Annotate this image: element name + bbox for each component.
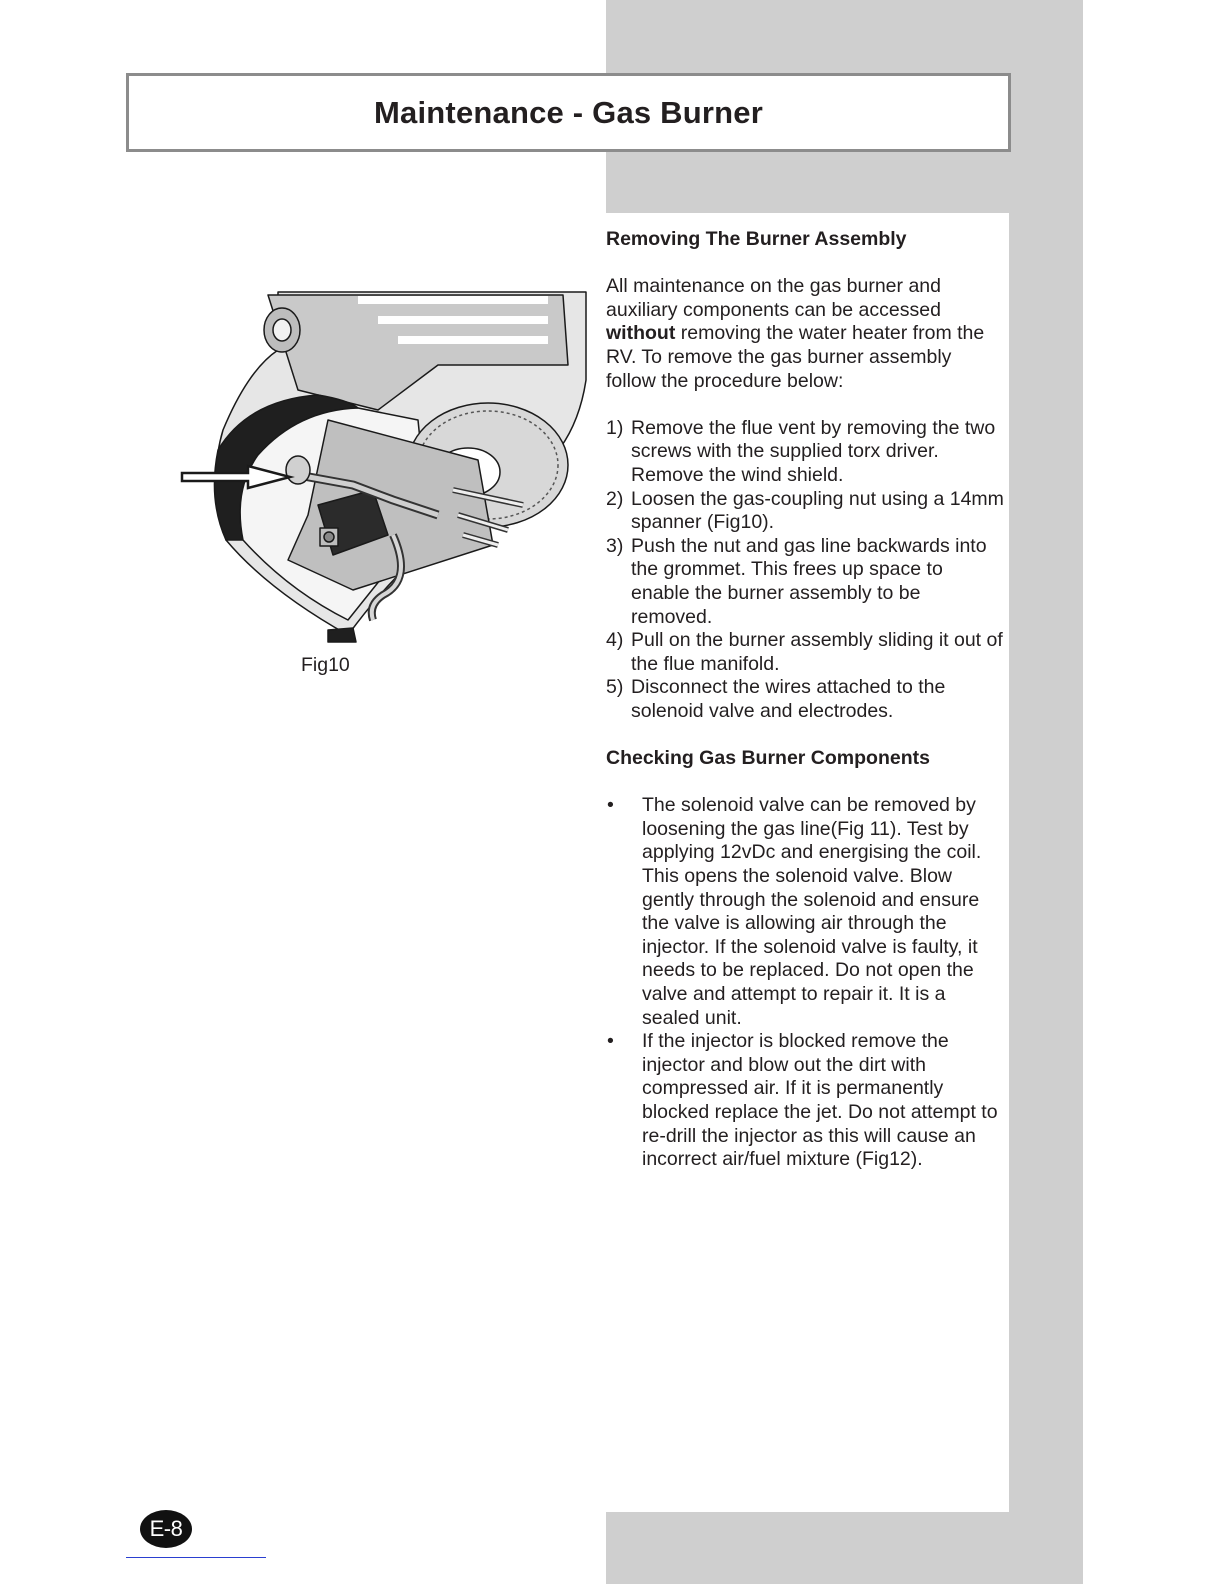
title-box xyxy=(126,73,1011,152)
bullet-icon: • xyxy=(607,794,614,817)
page-number-badge: E-8 xyxy=(140,1510,192,1548)
footer-divider xyxy=(126,1557,266,1558)
bullet-text: The solenoid valve can be removed by loosening the gas line(Fig 11). Test by applying 12vDc and energising the coil. This opens the solenoid valve. Blow gently through the solenoid and ensure the valve is allowing air through the injector. If the solenoid valve is faulty, it needs to be replaced. Do not open the valve and attempt to repair it. It is a sealed unit. xyxy=(642,794,982,1029)
step-text: Remove the flue vent by removing the two screws with the supplied torx driver. Remove the wind shield. xyxy=(631,416,996,486)
step-number: 5) xyxy=(606,676,624,699)
burner-assembly-illustration xyxy=(178,290,588,650)
step-text: Disconnect the wires attached to the solenoid valve and electrodes. xyxy=(631,676,946,722)
removal-steps-list xyxy=(606,417,1006,724)
intro-emphasis: without xyxy=(606,322,676,345)
list-item xyxy=(606,417,1006,488)
page-title: Maintenance - Gas Burner xyxy=(374,94,763,130)
intro-text-start: All maintenance on the gas burner and auxiliary components can be accessed xyxy=(606,275,941,321)
step-text: Push the nut and gas line backwards into the grommet. This frees up space to enable the burner assembly to be removed. xyxy=(631,534,987,628)
intro-paragraph xyxy=(606,275,1006,393)
bullet-text: If the injector is blocked remove the injector and blow out the dirt with compressed air. If it is permanently blocked replace the jet. Do not attempt to re-drill the injector as this will cause an incorrect air/fuel mixture (Fig12). xyxy=(642,1030,998,1171)
step-text: Pull on the burner assembly sliding it out of the flue manifold. xyxy=(631,629,1003,675)
step-text: Loosen the gas-coupling nut using a 14mm spanner (Fig10). xyxy=(631,487,1004,534)
list-item xyxy=(606,794,1006,1030)
step-number: 1) xyxy=(606,416,624,439)
list-item xyxy=(606,1030,1006,1172)
section-heading-removing: Removing The Burner Assembly xyxy=(606,228,907,250)
list-item xyxy=(606,676,1006,723)
list-item xyxy=(606,488,1006,535)
list-item xyxy=(606,629,1006,676)
figure-caption: Fig10 xyxy=(301,654,350,676)
step-number: 2) xyxy=(606,487,624,510)
burner-assembly-figure xyxy=(178,290,588,650)
section-heading-checking: Checking Gas Burner Components xyxy=(606,747,930,770)
bullet-icon: • xyxy=(607,1030,614,1053)
intro-text-end: removing the water heater from the RV. To remove the gas burner assembly follow the procedure below: xyxy=(606,322,985,392)
instructions-column xyxy=(606,228,1006,1172)
checking-bullets-list xyxy=(606,794,1006,1172)
step-number: 3) xyxy=(606,534,624,557)
step-number: 4) xyxy=(606,629,624,652)
list-item xyxy=(606,535,1006,629)
